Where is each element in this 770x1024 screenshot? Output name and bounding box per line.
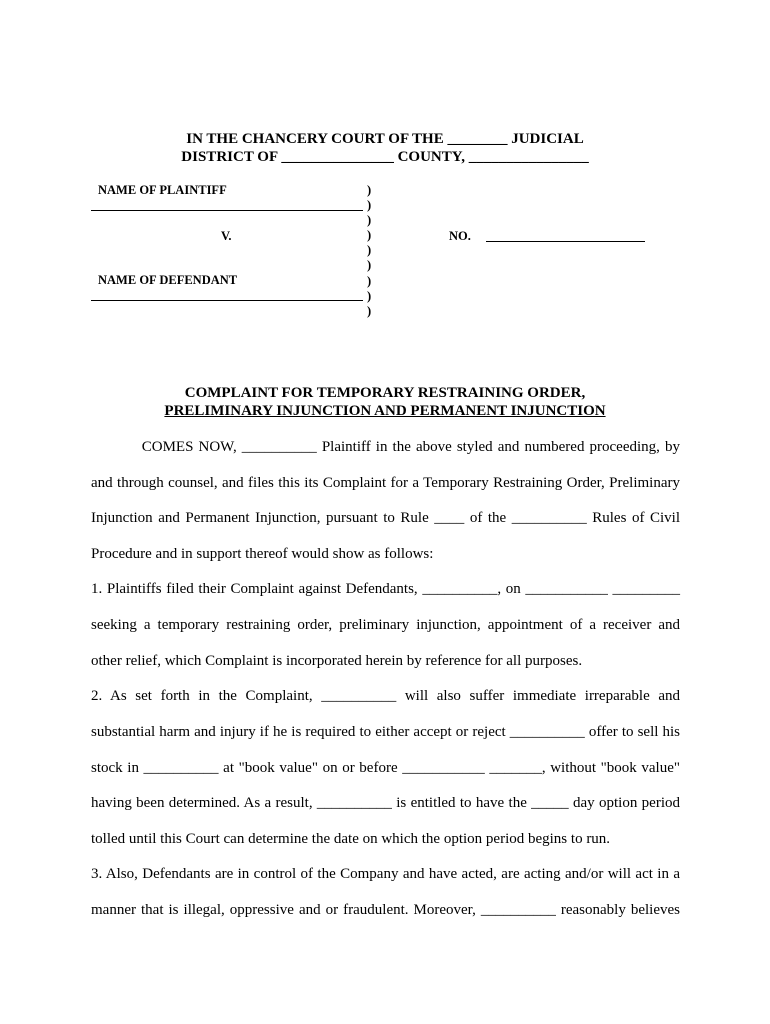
body-text-line: having been determined. As a result, __________ is entitled to have the _____ day option period (91, 795, 680, 811)
body-text-line: substantial harm and injury if he is required to either accept or reject __________ offer to sell his (91, 724, 680, 740)
case-number-label: NO. (449, 229, 471, 243)
caption-paren: ) (367, 258, 372, 273)
caption-paren: ) (367, 213, 372, 228)
body-text-line: and through counsel, and files this its Complaint for a Temporary Restraining Order, Preliminary (91, 475, 680, 491)
body-text-line: stock in __________ at "book value" on or before ___________ _______, without "book value" (91, 760, 680, 776)
plaintiff-name-line (91, 210, 363, 211)
court-heading-line-2: DISTRICT OF _______________ COUNTY, ________________ (181, 149, 589, 165)
caption-paren: ) (367, 183, 372, 197)
caption-paren: ) (367, 243, 372, 258)
versus-label: V. (221, 229, 232, 243)
body-text-line: seeking a temporary restraining order, preliminary injunction, appointment of a receiver and (91, 617, 680, 633)
body-text-line: manner that is illegal, oppressive and or fraudulent. Moreover, __________ reasonably believes (91, 902, 680, 918)
case-number-line (486, 241, 645, 242)
caption-paren: ) (367, 303, 372, 318)
caption-parentheses (367, 183, 379, 319)
defendant-name-line (91, 300, 363, 301)
body-text-line: tolled until this Court can determine the date on which the option period begins to run. (91, 831, 611, 847)
body-text-line: 1. Plaintiffs filed their Complaint against Defendants, __________, on ___________ _________ (91, 581, 680, 597)
complaint-title-line-1: COMPLAINT FOR TEMPORARY RESTRAINING ORDER, (184, 385, 586, 401)
body-text-line: 3. Also, Defendants are in control of the Company and have acted, are acting and/or will act in a (91, 866, 680, 882)
complaint-title-line-2: PRELIMINARY INJUNCTION AND PERMANENT INJUNCTION (164, 403, 606, 419)
caption-paren: ) (367, 288, 372, 303)
body-text-line: 2. As set forth in the Complaint, __________ will also suffer immediate irreparable and (91, 688, 680, 704)
court-heading-line-1: IN THE CHANCERY COURT OF THE ________ JUDICIAL (186, 131, 584, 147)
body-text-line: Injunction and Permanent Injunction, pursuant to Rule ____ of the __________ Rules of Civil (91, 510, 680, 526)
defendant-label: NAME OF DEFENDANT (98, 273, 238, 287)
body-text-line: Procedure and in support thereof would show as follows: (91, 546, 434, 562)
caption-paren: ) (367, 198, 372, 213)
caption-paren: ) (367, 228, 372, 243)
plaintiff-label: NAME OF PLAINTIFF (98, 183, 227, 197)
body-text-line: other relief, which Complaint is incorporated herein by reference for all purposes. (91, 653, 583, 669)
caption-paren: ) (367, 273, 372, 288)
body-text-line: COMES NOW, __________ Plaintiff in the above styled and numbered proceeding, by (91, 439, 680, 455)
